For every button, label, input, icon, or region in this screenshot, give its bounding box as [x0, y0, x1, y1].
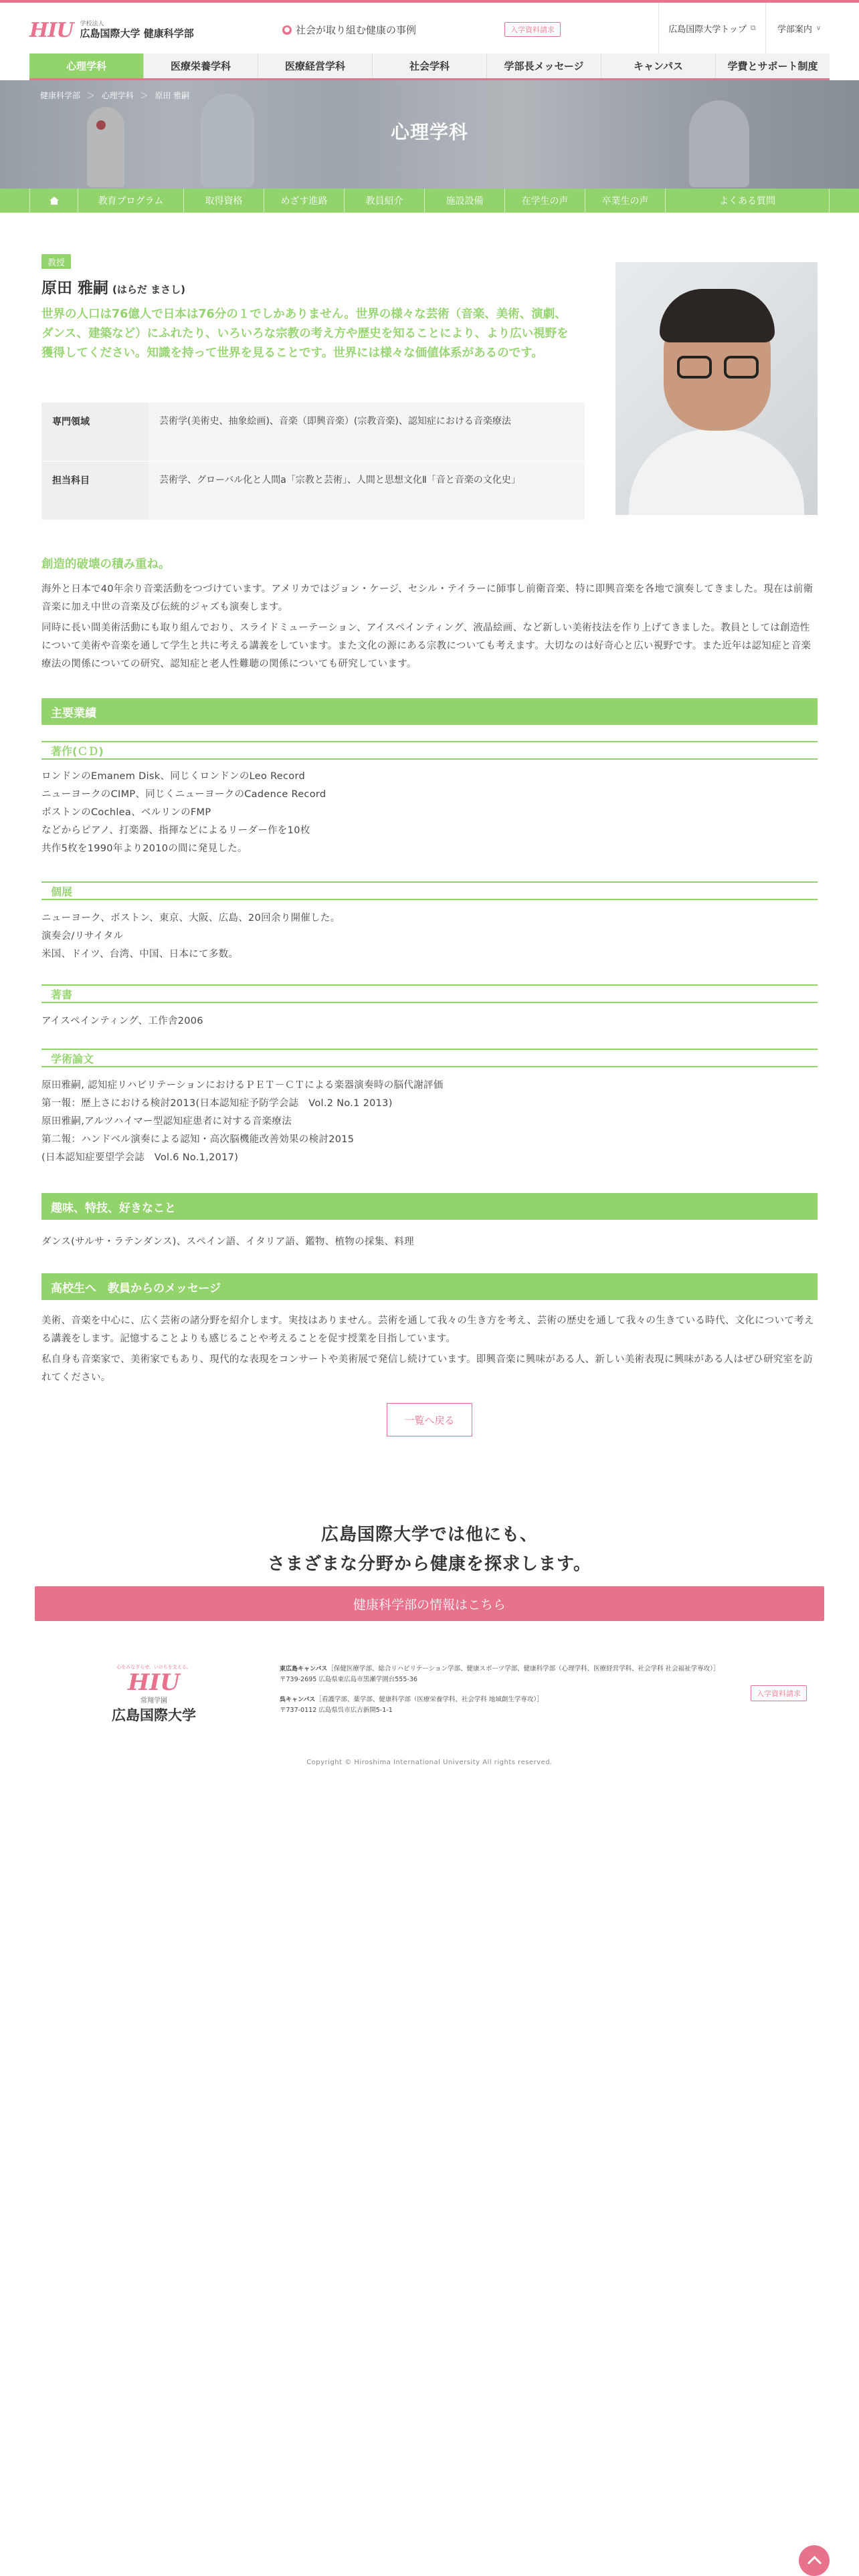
back-to-list-button[interactable]: 一覧へ戻る [387, 1403, 472, 1436]
campus-address: 〒737-0112 広島県呉市広古新開5-1-1 [280, 1707, 393, 1714]
specialty-table [41, 403, 585, 520]
list-item: ロンドンのEmanem Disk、同じくロンドンのLeo Record [41, 771, 305, 782]
papers-list [41, 1077, 818, 1167]
site-logo[interactable] [29, 19, 194, 41]
hobbies-heading: 趣味、特技、好きなこと [41, 1193, 818, 1220]
achievements-heading: 主要業績 [41, 698, 818, 725]
campus-higashihiroshima [280, 1664, 719, 1685]
books-list [41, 1012, 818, 1031]
nav-programs[interactable]: 教育プログラム [78, 189, 183, 213]
campus-name: 呉キャンパス [280, 1697, 316, 1703]
university-top-link[interactable] [658, 3, 765, 53]
campus-departments: ［看護学部、薬学部、健康科学部（医療栄養学科、社会学科 地域創生学専攻）］ [315, 1696, 543, 1703]
table-cell: 芸術学、グローバル化と人間a「宗教と芸術」、人間と思想文化Ⅱ「音と音楽の文化史」 [149, 461, 585, 520]
nav-facilities[interactable]: 施設設備 [424, 189, 504, 213]
logo-mark: HIU [29, 18, 74, 42]
list-item: (日本認知症要望学会誌 Vol.6 No.1,2017) [41, 1152, 239, 1163]
campus-address: 〒739-2695 広島県東広島市黒瀬学園台555-36 [280, 1676, 417, 1683]
breadcrumb-current: 原田 雅嗣 [155, 91, 190, 100]
campus-kure [280, 1695, 543, 1716]
list-item: アイスペインティング、工作舎2006 [41, 1016, 203, 1027]
table-row [41, 403, 585, 461]
list-item: 原田雅嗣,アルツハイマー型認知症患者に対する音楽療法 [41, 1116, 292, 1127]
nav-faq[interactable]: よくある質問 [665, 189, 830, 213]
position-badge: 教授 [41, 254, 71, 269]
cd-list [41, 768, 818, 858]
nav-psychology[interactable]: 心理学科 [29, 53, 144, 78]
home-icon [50, 197, 59, 205]
professor-name-text: 原田 雅嗣 [41, 280, 109, 297]
creative-paragraph: 同時に長い間美術活動にも取り組んでおり、スライドミューテーション、アイスペインティング、液晶絵画、など新しい美術技法を作り上げてきました。教員としては創造性について美術や音楽を通して学生と共に考える講義をしています。また文化の源にある宗教についても考えます。大切なのは好奇心と広い視野です。また近年は認知症と音楽療法の関係についての研究、認知症と老人性難聴の関係についても研究しています。 [41, 623, 812, 669]
site-header [0, 3, 859, 53]
list-item: 原田雅嗣, 認知症リハビリテーションにおけるＰＥＴ－ＣＴによる楽器演奏時の脳代謝評価 [41, 1080, 444, 1091]
books-heading: 著書 [41, 984, 818, 1003]
breadcrumb-item[interactable]: 健康科学部 [40, 91, 81, 100]
nav-tuition[interactable]: 学費とサポート制度 [727, 60, 818, 72]
footer-request-button[interactable]: 入学資料請求 [751, 1685, 807, 1701]
footer-university-name: 広島国際大学 [112, 1707, 196, 1723]
nav-home[interactable] [29, 189, 78, 213]
nav-graduates-voice[interactable]: 卒業生の声 [585, 189, 665, 213]
department-menu-label: 学部案内 [777, 24, 812, 35]
copyright: Copyright © Hiroshima International University All rights reserved. [306, 1759, 553, 1766]
table-header: 担当科目 [41, 461, 149, 520]
list-item: などからピアノ、打楽器、指揮などによるリーダー作を10枚 [41, 825, 310, 836]
message-heading: 高校生へ 教員からのメッセージ [41, 1273, 818, 1300]
list-item: 米国、ドイツ、台湾、中国、日本にて多数。 [41, 949, 239, 960]
chevron-down-icon: ∨ [816, 24, 822, 32]
logo-text [80, 21, 194, 40]
request-materials-button[interactable]: 入学資料請求 [504, 22, 561, 37]
nav-management[interactable]: 医療経営学科 [258, 53, 373, 78]
list-item: ニューヨーク、ボストン、東京、大阪、広島、20回余り開催した。 [41, 913, 341, 924]
nav-dean-message[interactable]: 学部長メッセージ [487, 53, 601, 78]
lead-message: 世界の人口は76億人で日本は76分の１でしかありません。世界の様々な芸術（音楽、美術、演劇、ダンス、建築など）にふれたり、いろいろな宗教の考え方や歴史を知ることにより、より広い視野を獲得してください。知識を持って世界を見ることです。世界には様々な価値体系があるのです。 [41, 308, 569, 360]
nav-faculty[interactable]: 教員紹介 [344, 189, 424, 213]
breadcrumb-separator: ＞ [140, 91, 149, 100]
breadcrumb-item[interactable]: 心理学科 [101, 91, 134, 100]
nav-campus[interactable]: キャンパス [601, 53, 716, 78]
external-link-icon: ⧉ [750, 23, 756, 32]
hobbies-text: ダンス(サルサ・ラテンダンス)、スペイン語、イタリア語、鑑物、植物の採集、料理 [41, 1237, 414, 1247]
breadcrumb [40, 90, 193, 101]
exhibit-list [41, 909, 818, 964]
department-menu[interactable] [765, 3, 832, 53]
footer-tagline: 心をみなぎらせ、いのちを支える。 [116, 1665, 191, 1670]
campus-name: 東広島キャンパス [280, 1666, 328, 1673]
table-cell: 芸術学(美術史、抽象絵画)、音楽（即興音楽）(宗教音楽)、認知症における音楽療法 [149, 403, 585, 461]
university-top-label: 広島国際大学トップ [668, 24, 747, 35]
photo-glasses [724, 356, 759, 379]
table-row [41, 461, 585, 520]
nav-social[interactable]: 社会学科 [373, 53, 487, 78]
list-item: 第一報：歴上さにおける検討2013(日本認知症予防学会誌 Vol.2 No.1 2013) [41, 1098, 393, 1109]
exhibit-heading: 個展 [41, 881, 818, 900]
arrow-up-icon[interactable] [799, 2545, 830, 2576]
photo-glasses [677, 356, 712, 379]
professor-photo [615, 262, 818, 515]
case-link-label: 社会が取り組む健康の事例 [296, 24, 417, 36]
department-nav [29, 53, 830, 80]
table-header: 専門領域 [41, 403, 149, 461]
section-nav [0, 189, 859, 213]
nav-students-voice[interactable]: 在学生の声 [504, 189, 585, 213]
faculty-info-button[interactable]: 健康科学部の情報はこちら [35, 1586, 824, 1621]
case-link[interactable] [282, 23, 416, 37]
footer-logo-mark: HIU [128, 1669, 180, 1696]
footer-logo[interactable] [107, 1664, 201, 1725]
message-paragraph: 私自身も音楽家で、美術家でもあり、現代的な表現をコンサートや美術展で発信し続けています。即興音楽に興味がある人、新しい美術表現に興味がある人はぜひ研究室を訪れてください。 [41, 1354, 813, 1383]
nav-qualifications[interactable]: 取得資格 [183, 189, 264, 213]
message-paragraph: 美術、音楽を中心に、広く芸術の諸分野を紹介します。実技はありません。芸術を通して我々の生き方を考え、芸術の歴史を通して我々の生きている時代、文化について考える講義をします。記憶することよりも感じることや考えることを促す授業を目指しています。 [41, 1315, 814, 1344]
list-item: 演奏会/リサイタル [41, 931, 124, 942]
creative-paragraph: 海外と日本で40年余り音楽活動をつづけています。アメリカではジョン・ケージ、セシル・テイラーに師事し前衛音楽、特に即興音楽を各地で演奏してきました。現在は前衛音楽に加え中世の音楽及び伝統的ジャズも演奏します。 [41, 584, 814, 613]
page-title: 心理学科 [390, 121, 468, 143]
nav-nutrition[interactable]: 医療栄養学科 [144, 53, 258, 78]
cta-line-1: 広島国際大学では他にも、 [320, 1525, 538, 1545]
list-item: 共作5枚を1990年より2010の間に発見した。 [41, 843, 248, 854]
footer-school-corp: 常翔学園 [140, 1697, 167, 1705]
list-item: ボストンのCochlea、ベルリンのFMP [41, 807, 211, 818]
case-dot-icon: ● [282, 25, 292, 35]
nav-careers[interactable]: めざす進路 [264, 189, 344, 213]
list-item: ニューヨークのCIMP、同じくニューヨークのCadence Record [41, 789, 326, 800]
professor-kana: (はらだ まさし) [112, 284, 185, 296]
cd-heading: 著作(ＣＤ) [41, 741, 818, 760]
breadcrumb-separator: ＞ [86, 91, 95, 100]
campus-departments: ［保健医療学部、総合リハビリテーション学部、健康スポーツ学部、健康科学部（心理学科、医療経営学科、社会学科 社会福祉学専攻）］ [327, 1665, 720, 1673]
papers-heading: 学術論文 [41, 1049, 818, 1067]
logo-small: 学校法人 [80, 20, 104, 27]
professor-name [41, 276, 185, 298]
logo-name: 広島国際大学 健康科学部 [80, 27, 194, 40]
creative-heading: 創造的破壊の積み重ね。 [41, 558, 171, 571]
cta-line-2: さまざまな分野から健康を探求します。 [268, 1554, 591, 1574]
list-item: 第二報：ハンドベル演奏による認知・高次脳機能改善効果の検討2015 [41, 1134, 355, 1145]
